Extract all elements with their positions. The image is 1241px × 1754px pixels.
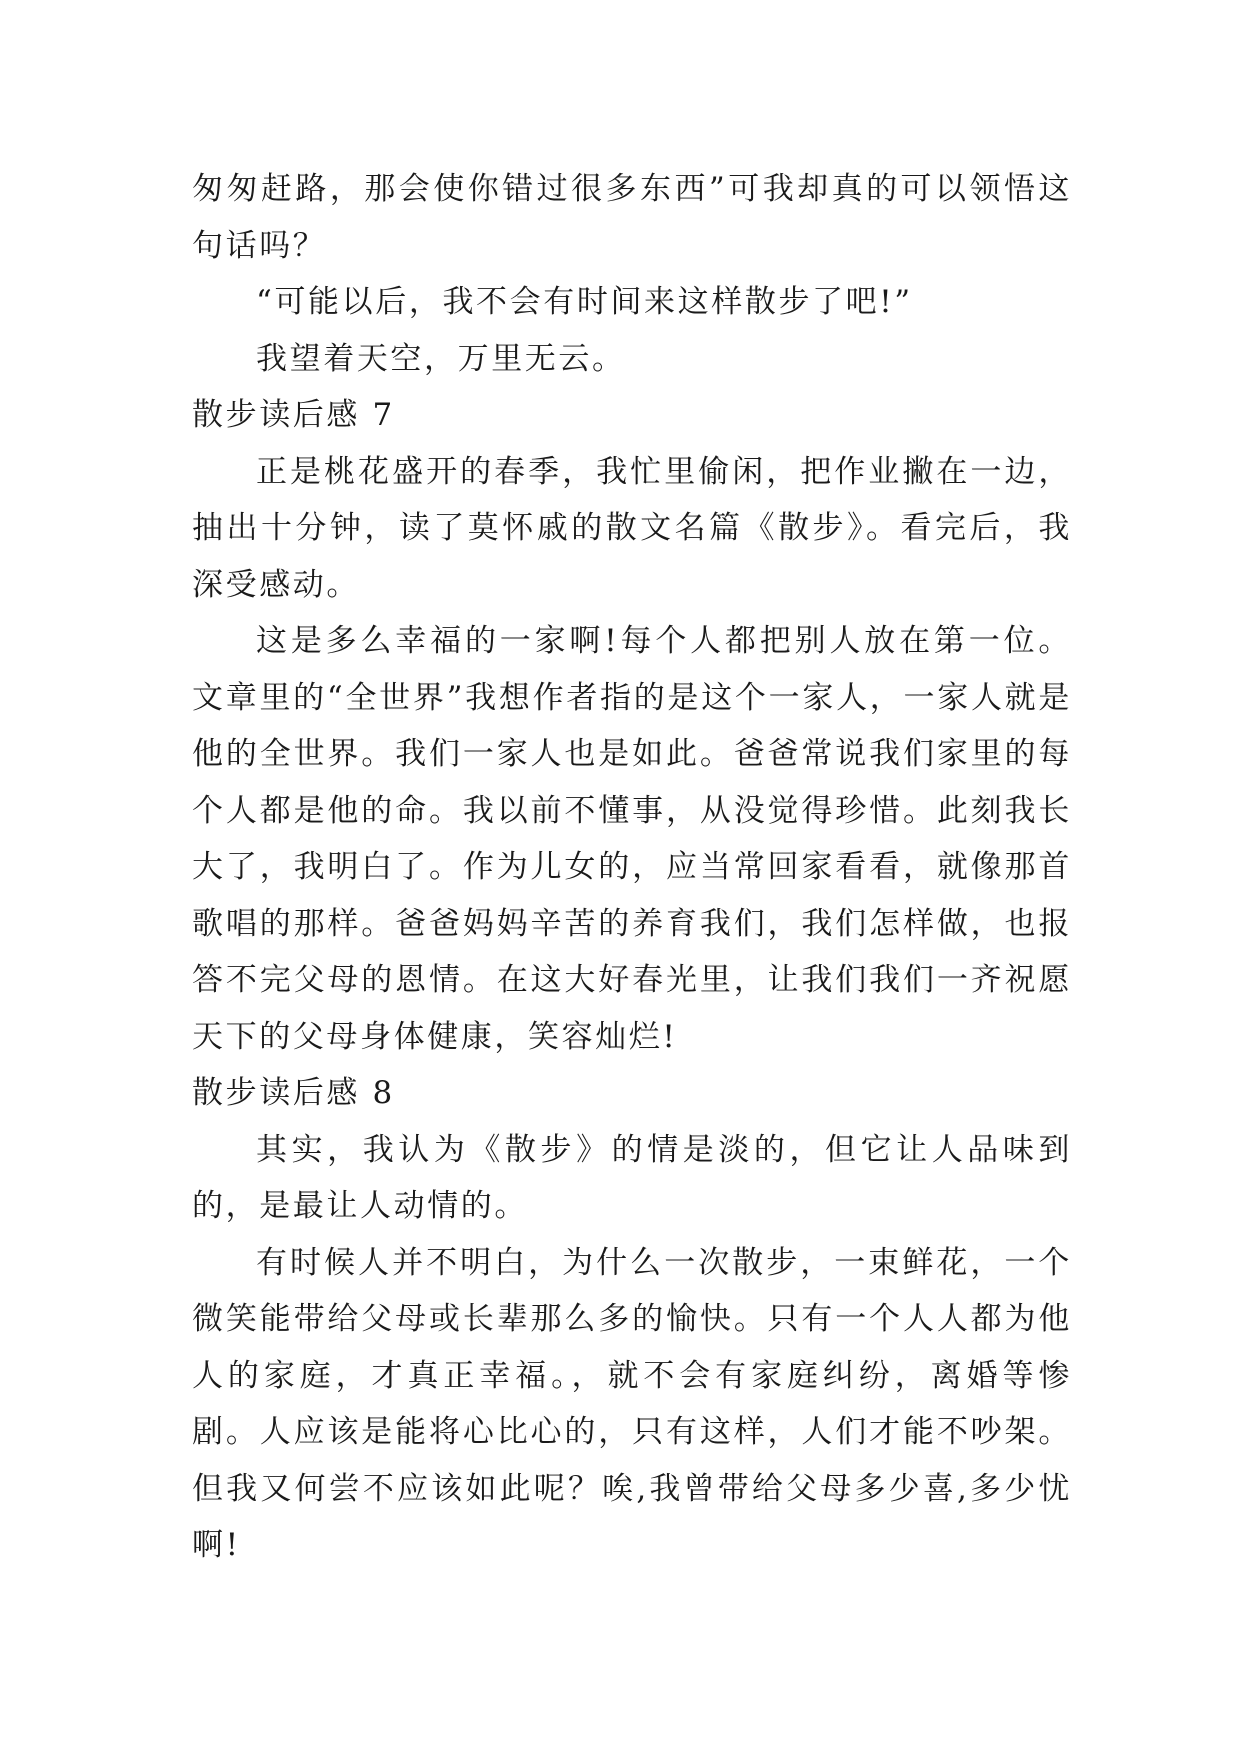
paragraph: “可能以后，我不会有时间来这样散步了吧!” (256, 284, 913, 320)
paragraph: 匆匆赶路，那会使你错过很多东西”可我却真的可以领悟这句话吗？ (192, 171, 1072, 264)
section-heading: 散步读后感 8 (192, 1075, 395, 1111)
paragraph: 我望着天空，万里无云。 (256, 340, 626, 377)
paragraph: 其实，我认为《散步》的情是淡的，但它让人品味到的，是最让人动情的。 (192, 1131, 1072, 1224)
section-heading: 散步读后感 7 (192, 397, 395, 433)
document-body (192, 161, 1072, 1574)
paragraph: 有时候人并不明白，为什么一次散步，一束鲜花，一个微笑能带给父母或长辈那么多的愉快。只有一个人人都为他人的家庭，才真正幸福。，就不会有家庭纠纷，离婚等惨剧。人应该是能将心比心的，只有这样，人们才能不吵架。但我又何尝不应该如此呢？唉,我曾带给父母多少喜,多少忧啊! (192, 1244, 1072, 1563)
paragraph: 这是多么幸福的一家啊!每个人都把别人放在第一位。文章里的“全世界”我想作者指的是这个一家人，一家人就是他的全世界。我们一家人也是如此。爸爸常说我们家里的每个人都是他的命。我以前不懂事，从没觉得珍惜。此刻我长大了，我明白了。作为儿女的，应当常回家看看，就像那首歌唱的那样。爸爸妈妈辛苦的养育我们，我们怎样做，也报答不完父母的恩情。在这大好春光里，让我们我们一齐祝愿天下的父母身体健康，笑容灿烂! (192, 623, 1072, 1055)
paragraph: 正是桃花盛开的春季，我忙里偷闲，把作业撇在一边，抽出十分钟，读了莫怀戚的散文名篇《散步》。看完后，我深受感动。 (192, 453, 1072, 603)
